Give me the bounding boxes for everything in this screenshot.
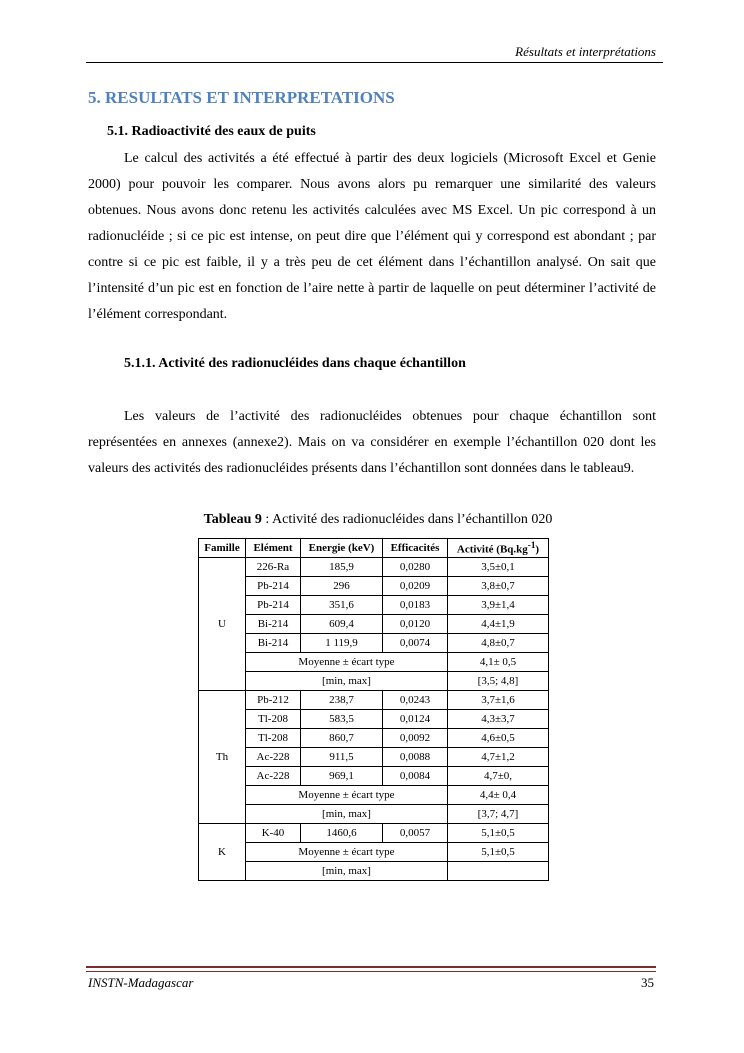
energie-cell: 583,5 — [301, 710, 383, 729]
activite-cell: 4,3±3,7 — [448, 710, 549, 729]
activite-cell: 4,6±0,5 — [448, 729, 549, 748]
famille-cell: K — [199, 824, 246, 881]
activite-cell: 3,8±0,7 — [448, 577, 549, 596]
element-cell: Pb-214 — [246, 577, 301, 596]
paragraph-1: Le calcul des activités a été effectué à partir des deux logiciels (Microsoft Excel et Genie 2000) pour pouvoir les comparer. Nous avons alors pu remarquer une similarité des valeurs obtenues. Nous avons donc retenu les activités calculées avec MS Excel. Un pic correspond à un radionucléide ; si ce pic est intense, on peut dire que l’élément qui y correspond est abondant ; par contre si ce pic est faible, il y a très peu de cet élément dans l’échantillon analysé. On sait que l’intensité d’un pic est en fonction de l’aire nette à partir de laquelle on peut déterminer l’activité de l’élément correspondant. — [88, 151, 656, 322]
element-cell: Tl-208 — [246, 710, 301, 729]
header-activite-label: Activité (Bq.kg — [456, 543, 528, 556]
efficacite-cell: 0,0088 — [383, 748, 448, 767]
activite-cell: 4,8±0,7 — [448, 634, 549, 653]
paragraph-2: Les valeurs de l’activité des radionucléides obtenues pour chaque échantillon sont représentées en annexes (annexe2). Mais on va considérer en exemple l’échantillon 020 dont les valeurs des activités des radionucléides présents dans l’échantillon sont données dans le tableau9. — [88, 409, 656, 476]
summary-row — [199, 786, 549, 805]
table-caption-text: : Activité des radionucléides dans l’échantillon 020 — [261, 512, 553, 527]
activite-cell: 4,7±0, — [448, 767, 549, 786]
table-caption — [88, 512, 668, 528]
table-row — [199, 824, 549, 843]
energie-cell: 609,4 — [301, 615, 383, 634]
header-efficacites: Efficacités — [383, 539, 448, 558]
table-row — [199, 748, 549, 767]
energie-cell: 969,1 — [301, 767, 383, 786]
energie-cell: 860,7 — [301, 729, 383, 748]
range-label-cell: [min, max] — [246, 862, 448, 881]
activity-table — [198, 538, 549, 881]
page-number: 35 — [641, 975, 654, 990]
activite-cell: 3,7±1,6 — [448, 691, 549, 710]
mean-value-cell: 4,1± 0,5 — [448, 653, 549, 672]
mean-label-cell: Moyenne ± écart type — [246, 653, 448, 672]
energie-cell: 351,6 — [301, 596, 383, 615]
efficacite-cell: 0,0084 — [383, 767, 448, 786]
energie-cell: 185,9 — [301, 558, 383, 577]
table-row — [199, 691, 549, 710]
efficacite-cell: 0,0243 — [383, 691, 448, 710]
range-value-cell: [3,7; 4,7] — [448, 805, 549, 824]
element-cell: Pb-212 — [246, 691, 301, 710]
efficacite-cell: 0,0124 — [383, 710, 448, 729]
table-row — [199, 596, 549, 615]
footer-rule-thick — [86, 966, 656, 968]
activite-cell: 4,4±1,9 — [448, 615, 549, 634]
range-label-cell: [min, max] — [246, 805, 448, 824]
summary-row — [199, 843, 549, 862]
header-rule — [86, 62, 663, 63]
energie-cell: 1460,6 — [301, 824, 383, 843]
table-row — [199, 634, 549, 653]
subsubsection-title: 5.1.1. Activité des radionucléides dans chaque échantillon — [124, 356, 466, 371]
efficacite-cell: 0,0057 — [383, 824, 448, 843]
famille-cell: Th — [199, 691, 246, 824]
table-row — [199, 710, 549, 729]
table-row — [199, 558, 549, 577]
activite-cell: 3,9±1,4 — [448, 596, 549, 615]
header-element: Elément — [246, 539, 301, 558]
activite-cell: 3,5±0,1 — [448, 558, 549, 577]
table-caption-label: Tableau 9 — [203, 512, 262, 527]
element-cell: Pb-214 — [246, 596, 301, 615]
energie-cell: 911,5 — [301, 748, 383, 767]
table-row — [199, 615, 549, 634]
energie-cell: 296 — [301, 577, 383, 596]
efficacite-cell: 0,0209 — [383, 577, 448, 596]
mean-label-cell: Moyenne ± écart type — [246, 786, 448, 805]
summary-row — [199, 672, 549, 691]
range-value-cell — [448, 862, 549, 881]
section-title: 5. RESULTATS ET INTERPRETATIONS — [88, 88, 395, 107]
element-cell: Ac-228 — [246, 748, 301, 767]
footer-institution: INSTN-Madagascar — [88, 975, 194, 990]
element-cell: Bi-214 — [246, 634, 301, 653]
header-energie: Energie (keV) — [301, 539, 383, 558]
element-cell: Ac-228 — [246, 767, 301, 786]
mean-label-cell: Moyenne ± écart type — [246, 843, 448, 862]
famille-cell: U — [199, 558, 246, 691]
header-activite — [448, 539, 549, 558]
footer-rule-thin — [86, 971, 656, 972]
element-cell: 226-Ra — [246, 558, 301, 577]
range-value-cell: [3,5; 4,8] — [448, 672, 549, 691]
efficacite-cell: 0,0074 — [383, 634, 448, 653]
energie-cell: 1 119,9 — [301, 634, 383, 653]
efficacite-cell: 0,0280 — [383, 558, 448, 577]
subsection-title: 5.1. Radioactivité des eaux de puits — [107, 124, 316, 139]
efficacite-cell: 0,0092 — [383, 729, 448, 748]
table-row — [199, 729, 549, 748]
summary-row — [199, 805, 549, 824]
table-row — [199, 767, 549, 786]
energie-cell: 238,7 — [301, 691, 383, 710]
table-header-row — [199, 539, 549, 558]
table-row — [199, 577, 549, 596]
summary-row — [199, 653, 549, 672]
running-header: Résultats et interprétations — [515, 44, 656, 59]
efficacite-cell: 0,0183 — [383, 596, 448, 615]
efficacite-cell: 0,0120 — [383, 615, 448, 634]
header-activite-exponent: -1 — [527, 540, 536, 551]
activite-cell: 4,7±1,2 — [448, 748, 549, 767]
activite-cell: 5,1±0,5 — [448, 824, 549, 843]
header-activite-close: ) — [535, 543, 540, 556]
mean-value-cell: 4,4± 0,4 — [448, 786, 549, 805]
element-cell: Bi-214 — [246, 615, 301, 634]
range-label-cell: [min, max] — [246, 672, 448, 691]
mean-value-cell: 5,1±0,5 — [448, 843, 549, 862]
element-cell: Tl-208 — [246, 729, 301, 748]
summary-row — [199, 862, 549, 881]
header-famille: Famille — [199, 539, 246, 558]
element-cell: K-40 — [246, 824, 301, 843]
table-body — [199, 558, 549, 881]
